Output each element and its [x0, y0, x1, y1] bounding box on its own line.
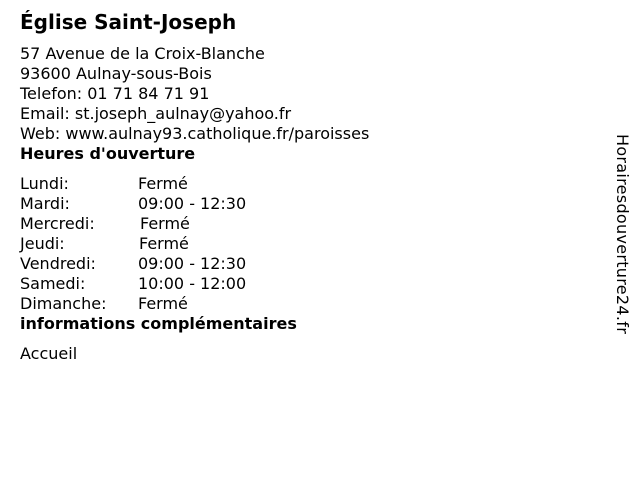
email-line[interactable]: Email: st.joseph_aulnay@yahoo.fr — [20, 104, 292, 123]
address-city: 93600 Aulnay-sous-Bois — [20, 64, 212, 83]
hours-day: Jeudi: — [20, 234, 65, 253]
hours-row-monday — [20, 174, 600, 194]
page-title: Église Saint-Joseph — [20, 10, 237, 34]
hours-row-tuesday — [20, 194, 600, 214]
hours-row-saturday — [20, 274, 600, 294]
hours-time: Fermé — [138, 294, 188, 313]
hours-row-sunday — [20, 294, 600, 314]
web-line[interactable]: Web: www.aulnay93.catholique.fr/paroisses — [20, 124, 370, 143]
phone-line[interactable]: Telefon: 01 71 84 71 91 — [20, 84, 210, 103]
info-text: Accueil — [20, 344, 78, 363]
hours-day: Samedi: — [20, 274, 86, 293]
contact-block — [20, 44, 600, 144]
hours-row-friday — [20, 254, 600, 274]
hours-row-wednesday — [20, 214, 600, 234]
site-brand[interactable]: Horairesdouverture24.fr — [613, 134, 632, 335]
hours-day: Vendredi: — [20, 254, 96, 273]
hours-day: Mardi: — [20, 194, 70, 213]
hours-time: 10:00 - 12:00 — [138, 274, 247, 293]
address-street: 57 Avenue de la Croix-Blanche — [20, 44, 265, 63]
hours-row-thursday — [20, 234, 600, 254]
hours-day: Mercredi: — [20, 214, 95, 233]
hours-time: Fermé — [138, 174, 188, 193]
hours-table — [20, 174, 600, 314]
hours-heading: Heures d'ouverture — [20, 144, 196, 163]
hours-time: 09:00 - 12:30 — [138, 254, 247, 273]
hours-day: Lundi: — [20, 174, 69, 193]
info-heading: informations complémentaires — [20, 314, 297, 333]
hours-day: Dimanche: — [20, 294, 107, 313]
hours-time: Fermé — [139, 234, 189, 253]
hours-time: Fermé — [140, 214, 190, 233]
page — [20, 8, 600, 364]
hours-time: 09:00 - 12:30 — [138, 194, 247, 213]
